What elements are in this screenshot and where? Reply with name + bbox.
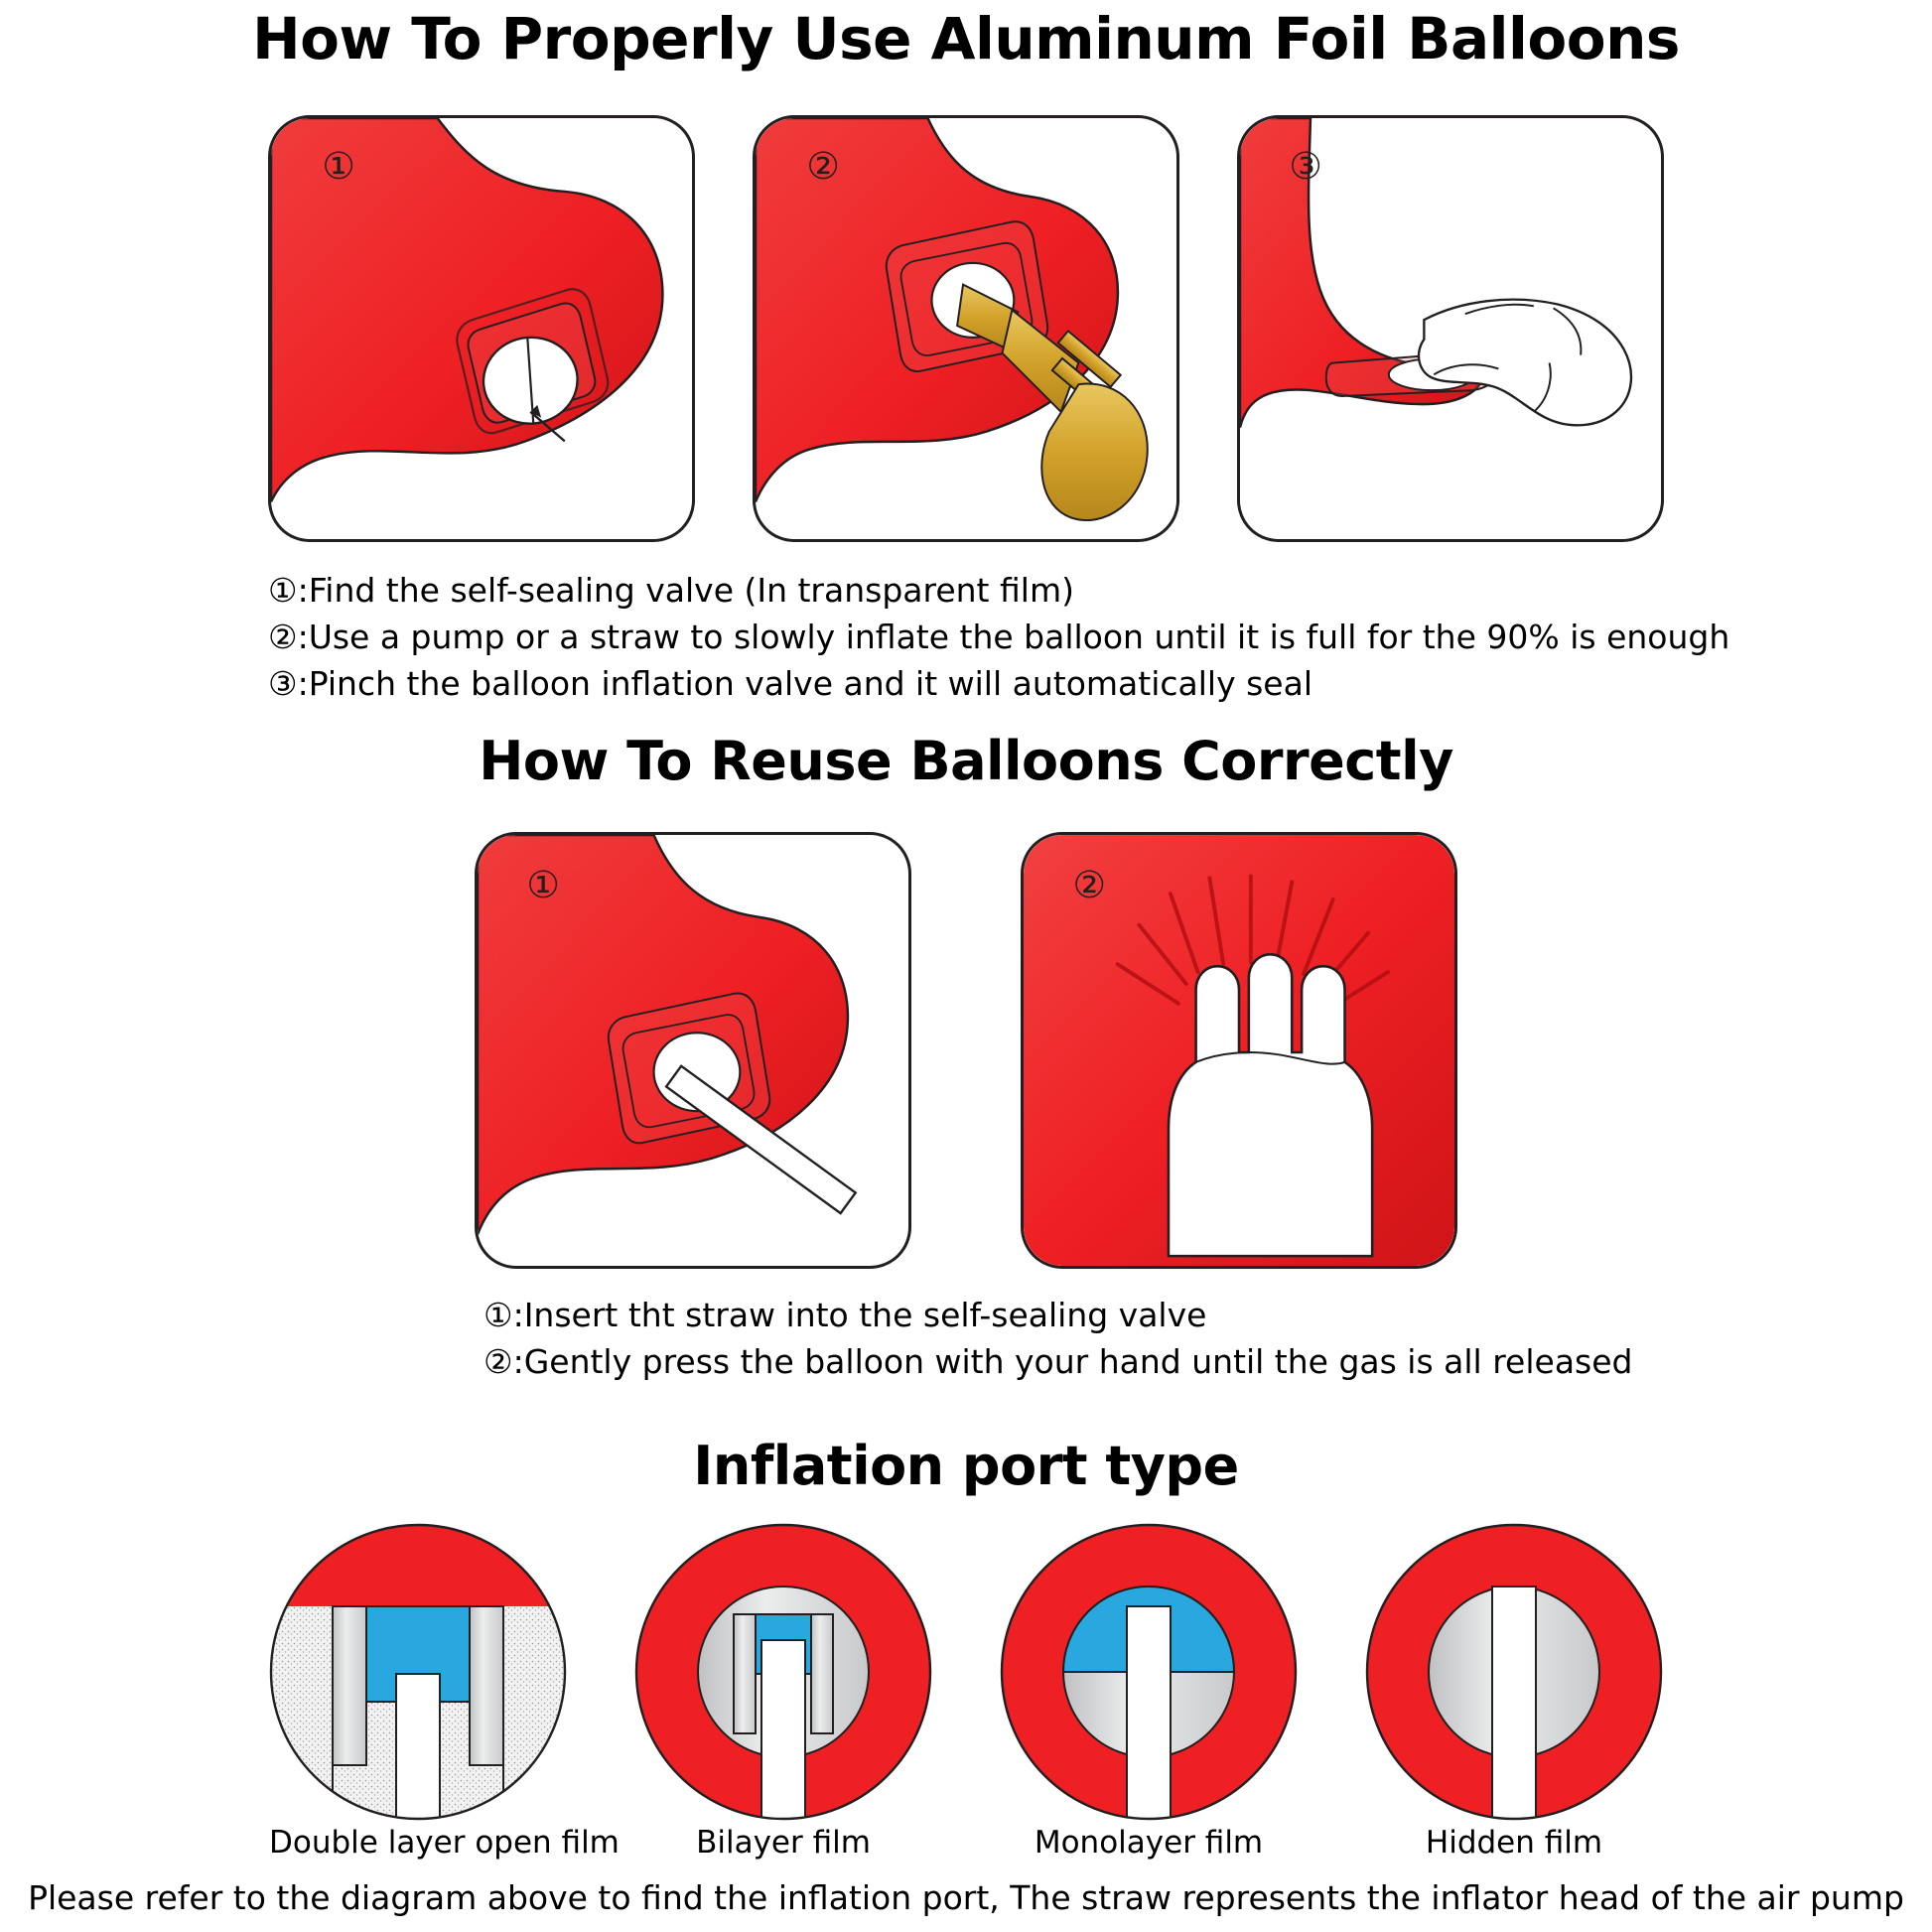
howto-step-3: ③:Pinch the balloon inflation valve and it will automatically seal xyxy=(268,663,1312,703)
howto-step-2: ②:Use a pump or a straw to slowly inflate the balloon until it is full for the 90% is enough xyxy=(268,617,1730,656)
svg-text:③: ③ xyxy=(1289,144,1322,189)
port-label-bilayer-film: Bilayer film xyxy=(696,1825,871,1861)
svg-text:①: ① xyxy=(526,863,560,907)
double-layer-open-film-diagram xyxy=(269,1523,567,1821)
section-how-to-use xyxy=(0,5,1932,708)
port-item-bilayer-film xyxy=(634,1523,932,1861)
howto-panel-row xyxy=(0,115,1932,542)
reuse-panel-row xyxy=(0,832,1932,1269)
reuse-title: How To Reuse Balloons Correctly xyxy=(479,730,1453,792)
svg-text:②: ② xyxy=(1072,863,1106,907)
hidden-film-diagram xyxy=(1365,1523,1663,1821)
panel-insert-straw xyxy=(475,832,911,1269)
svg-text:②: ② xyxy=(806,144,840,189)
svg-text:①: ① xyxy=(322,144,355,189)
port-label-monolayer-film: Monolayer film xyxy=(1034,1825,1264,1861)
howto-steps-list xyxy=(0,568,1932,708)
port-item-double-layer-open-film xyxy=(269,1523,620,1861)
bilayer-film-diagram xyxy=(634,1523,932,1821)
ports-title: Inflation port type xyxy=(693,1435,1239,1497)
port-item-monolayer-film xyxy=(1000,1523,1298,1861)
section-inflation-port-type xyxy=(0,1435,1932,1917)
page-title: How To Properly Use Aluminum Foil Balloons xyxy=(252,5,1680,72)
reuse-step-1: ①:Insert tht straw into the self-sealing valve xyxy=(483,1296,1207,1334)
port-label-double-layer-open-film: Double layer open film xyxy=(269,1825,620,1861)
panel-pinch-valve xyxy=(1237,115,1664,542)
port-label-hidden-film: Hidden film xyxy=(1425,1825,1603,1861)
ports-footnote: Please refer to the diagram above to find the inflation port, The straw represents the inflator head of the air pump xyxy=(28,1878,1904,1917)
port-item-hidden-film xyxy=(1365,1523,1663,1861)
panel-press-balloon xyxy=(1021,832,1457,1269)
panel-inflate-pump xyxy=(753,115,1179,542)
panel-find-valve xyxy=(268,115,695,542)
monolayer-film-diagram xyxy=(1000,1523,1298,1821)
reuse-steps-list xyxy=(0,1293,1932,1386)
howto-step-1: ①:Find the self-sealing valve (In transparent film) xyxy=(268,571,1074,610)
port-row xyxy=(0,1523,1932,1861)
reuse-step-2: ②:Gently press the balloon with your hand until the gas is all released xyxy=(483,1341,1633,1381)
section-how-to-reuse xyxy=(0,730,1932,1386)
